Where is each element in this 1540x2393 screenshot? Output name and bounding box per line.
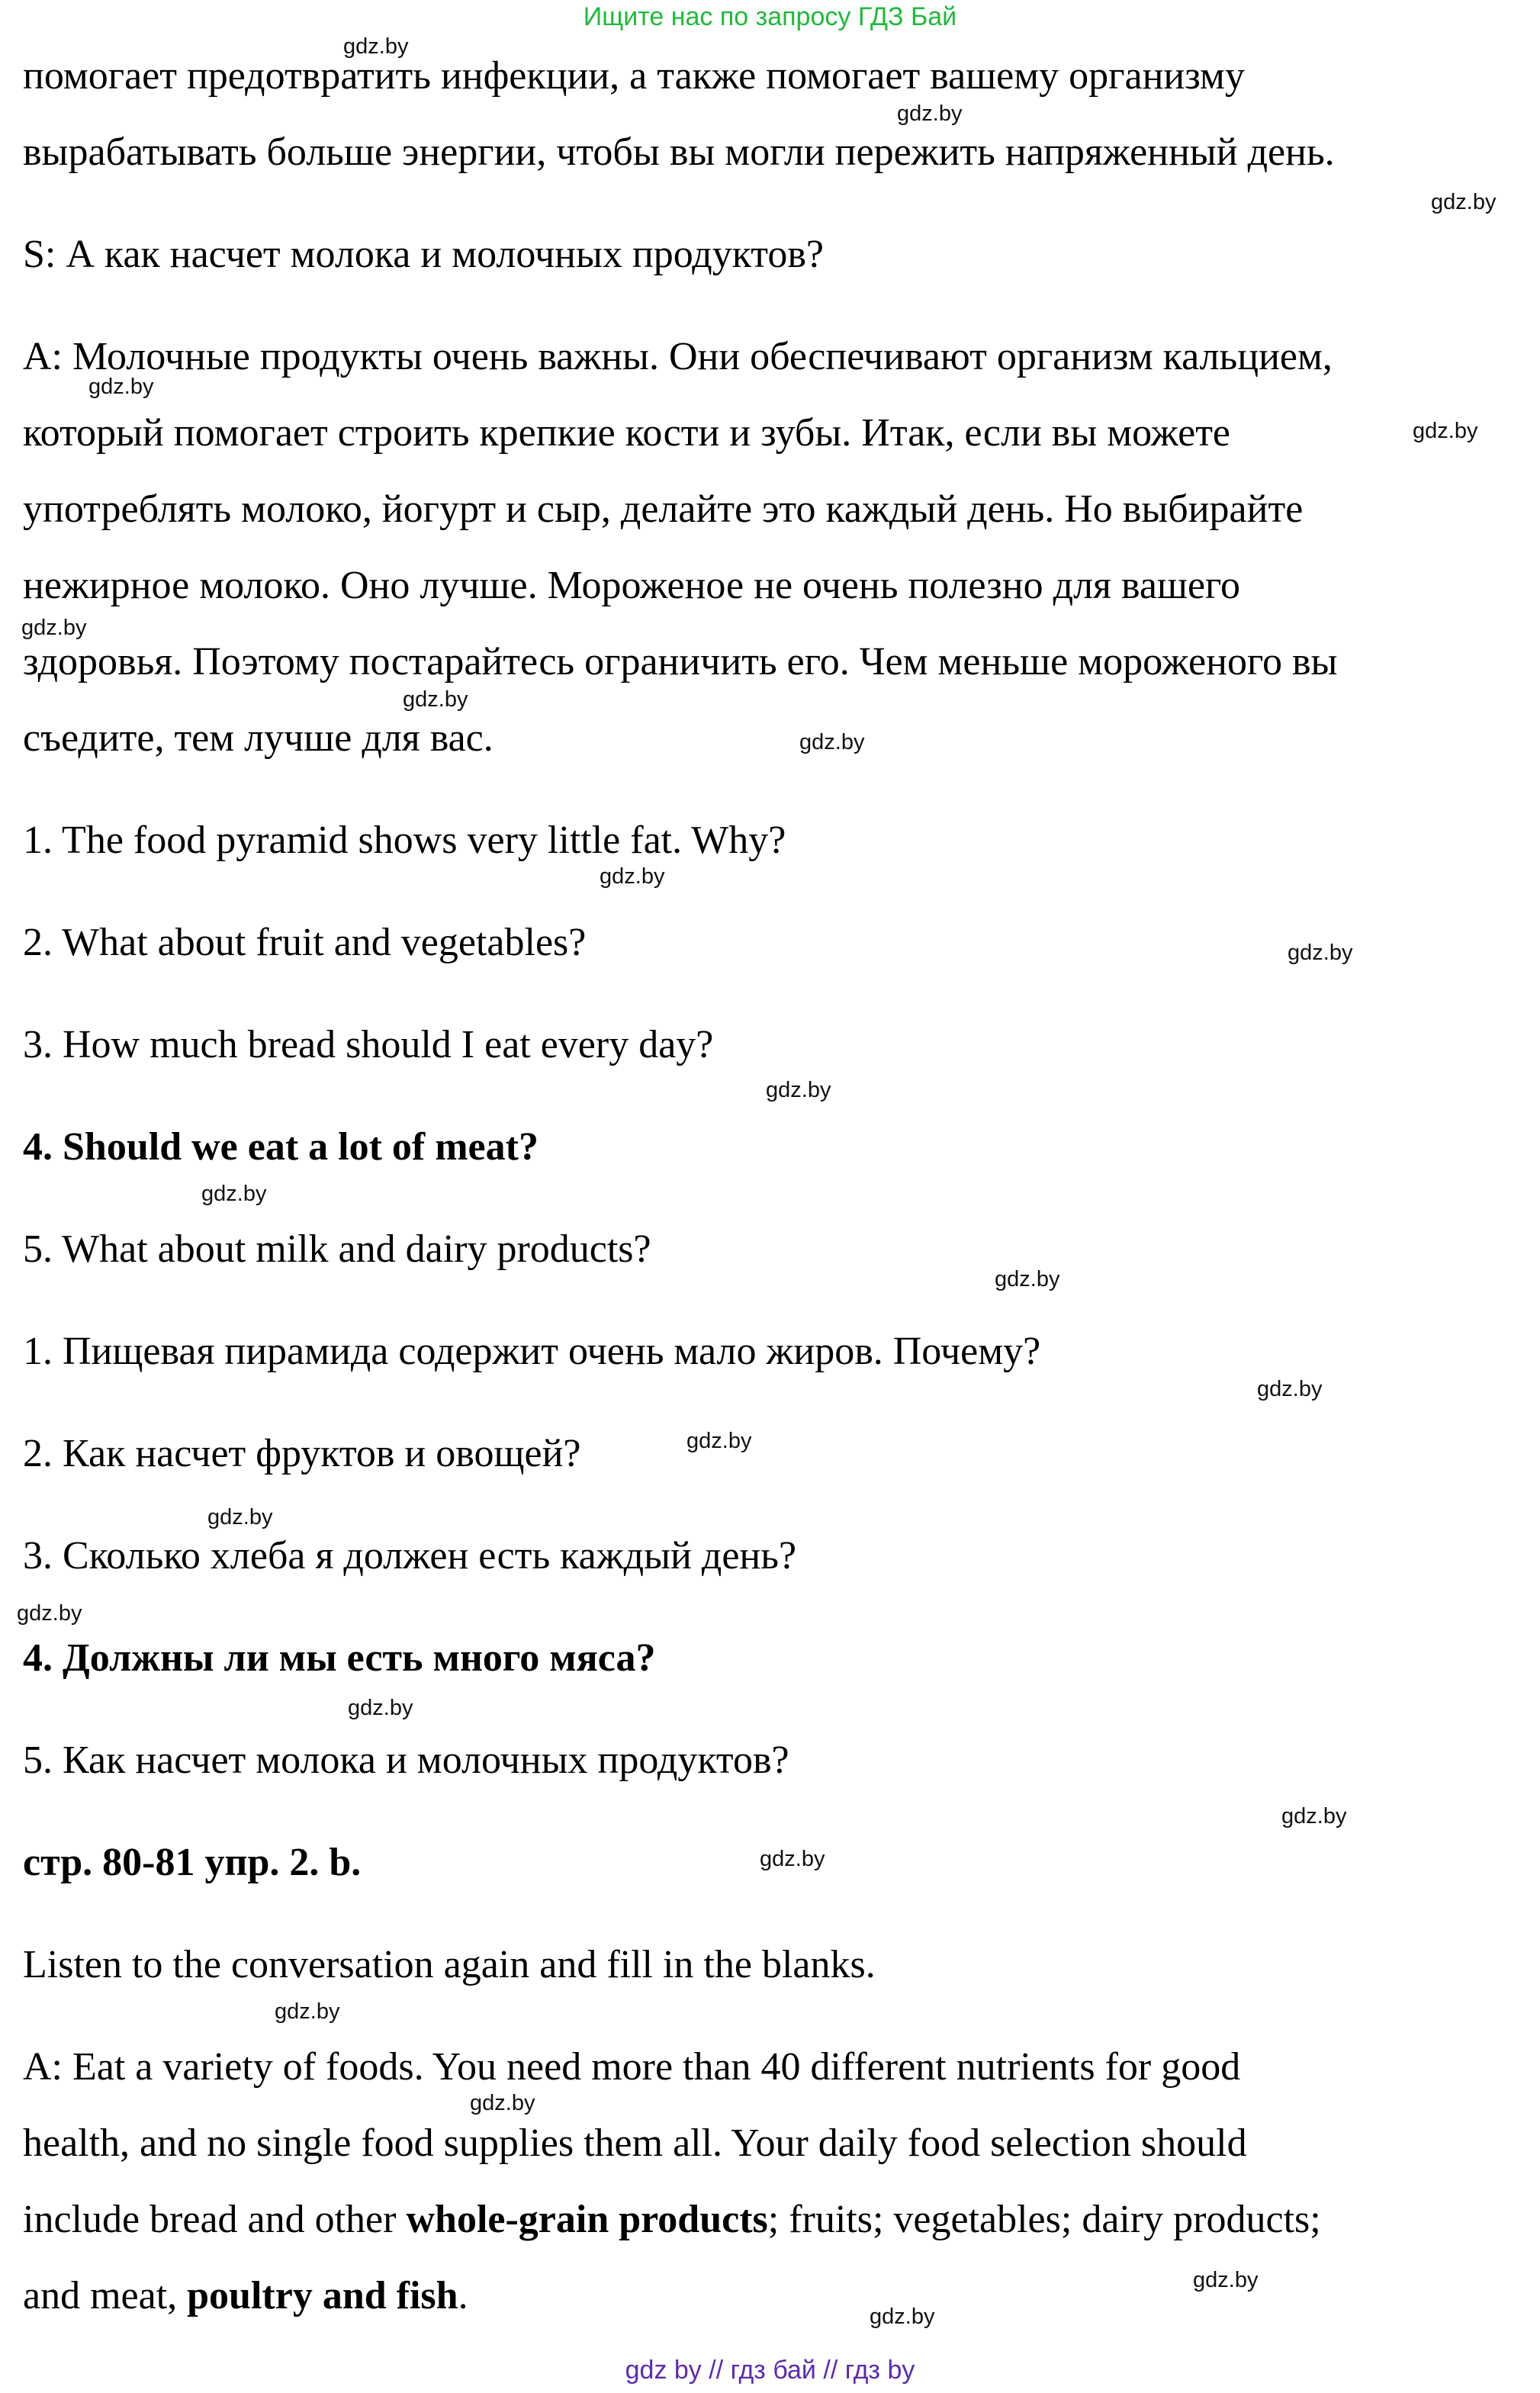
watermark: gdz.by: [1257, 1377, 1323, 1401]
watermark: gdz.by: [403, 687, 468, 712]
question-ru-2: 2. Как насчет фруктов и овощей?: [23, 1432, 581, 1475]
question-ru-4: 4. Должны ли мы есть много мяса?: [23, 1636, 656, 1680]
watermark: gdz.by: [21, 616, 87, 640]
watermark: gdz.by: [343, 34, 409, 59]
question-en-1: 1. The food pyramid shows very little fat. Why?: [23, 819, 786, 862]
watermark: gdz.by: [1193, 2268, 1259, 2292]
watermark: gdz.by: [799, 730, 865, 754]
text-line: S: А как насчет молока и молочных продуктов?: [23, 233, 824, 276]
question-ru-5: 5. Как насчет молока и молочных продуктов?: [23, 1738, 789, 1782]
question-ru-3: 3. Сколько хлеба я должен есть каждый день?: [23, 1534, 797, 1578]
text-part: .: [458, 2274, 468, 2317]
instruction: Listen to the conversation again and fill in the blanks.: [23, 1943, 876, 1986]
text-line: помогает предотвратить инфекции, а также помогает вашему организму: [23, 54, 1245, 98]
watermark: gdz.by: [88, 375, 154, 399]
question-en-5: 5. What about milk and dairy products?: [23, 1227, 651, 1271]
text-part: include bread and other: [23, 2198, 407, 2241]
text-part: and meat,: [23, 2274, 188, 2317]
text-line-mixed: [23, 2272, 468, 2321]
question-en-2: 2. What about fruit and vegetables?: [23, 921, 587, 964]
watermark: gdz.by: [17, 1601, 82, 1626]
watermark: gdz.by: [1288, 941, 1353, 965]
watermark: gdz.by: [470, 2091, 535, 2115]
text-line: съедите, тем лучше для вас.: [23, 716, 494, 760]
text-line: нежирное молоко. Оно лучше. Мороженое не очень полезно для вашего: [23, 564, 1241, 607]
watermark: gdz.by: [600, 864, 665, 889]
question-en-3: 3. How much bread should I eat every day?: [23, 1023, 714, 1066]
watermark: gdz.by: [1281, 1804, 1347, 1829]
bold-answer: whole-grain products: [406, 2198, 768, 2241]
question-ru-1: 1. Пищевая пирамида содержит очень мало жиров. Почему?: [23, 1330, 1041, 1373]
question-en-4: 4. Should we eat a lot of meat?: [23, 1125, 539, 1169]
watermark: gdz.by: [995, 1267, 1060, 1291]
footer-banner: gdz by // гдз бай // гдз by: [625, 2356, 915, 2385]
watermark: gdz.by: [1431, 190, 1497, 214]
text-line: A: Eat a variety of foods. You need more than 40 different nutrients for good: [23, 2045, 1241, 2089]
watermark: gdz.by: [348, 1696, 413, 1720]
watermark: gdz.by: [760, 1847, 825, 1871]
section-heading: стр. 80-81 упр. 2. b.: [23, 1841, 362, 1884]
watermark: gdz.by: [897, 101, 963, 126]
bold-answer: poultry and fish: [187, 2274, 458, 2317]
text-line: здоровья. Поэтому постарайтесь ограничить его. Чем меньше мороженого вы: [23, 640, 1338, 683]
watermark: gdz.by: [766, 1078, 831, 1102]
text-line: употреблять молоко, йогурт и сыр, делайте это каждый день. Но выбирайте: [23, 487, 1304, 531]
watermark: gdz.by: [686, 1429, 752, 1453]
text-part: ; fruits; vegetables; dairy products;: [767, 2198, 1321, 2241]
watermark: gdz.by: [870, 2305, 935, 2329]
text-line: health, and no single food supplies them all. Your daily food selection should: [23, 2121, 1247, 2165]
header-banner: Ищите нас по запросу ГДЗ Бай: [583, 2, 957, 31]
watermark: gdz.by: [207, 1505, 273, 1529]
watermark: gdz.by: [275, 1999, 340, 2024]
text-line-mixed: [23, 2195, 1321, 2244]
watermark: gdz.by: [1413, 419, 1478, 443]
text-line: вырабатывать больше энергии, чтобы вы могли пережить напряженный день.: [23, 130, 1335, 174]
text-line: A: Молочные продукты очень важны. Они обеспечивают организм кальцием,: [23, 335, 1333, 378]
watermark: gdz.by: [201, 1182, 267, 1206]
text-line: который помогает строить крепкие кости и зубы. Итак, если вы можете: [23, 411, 1231, 455]
